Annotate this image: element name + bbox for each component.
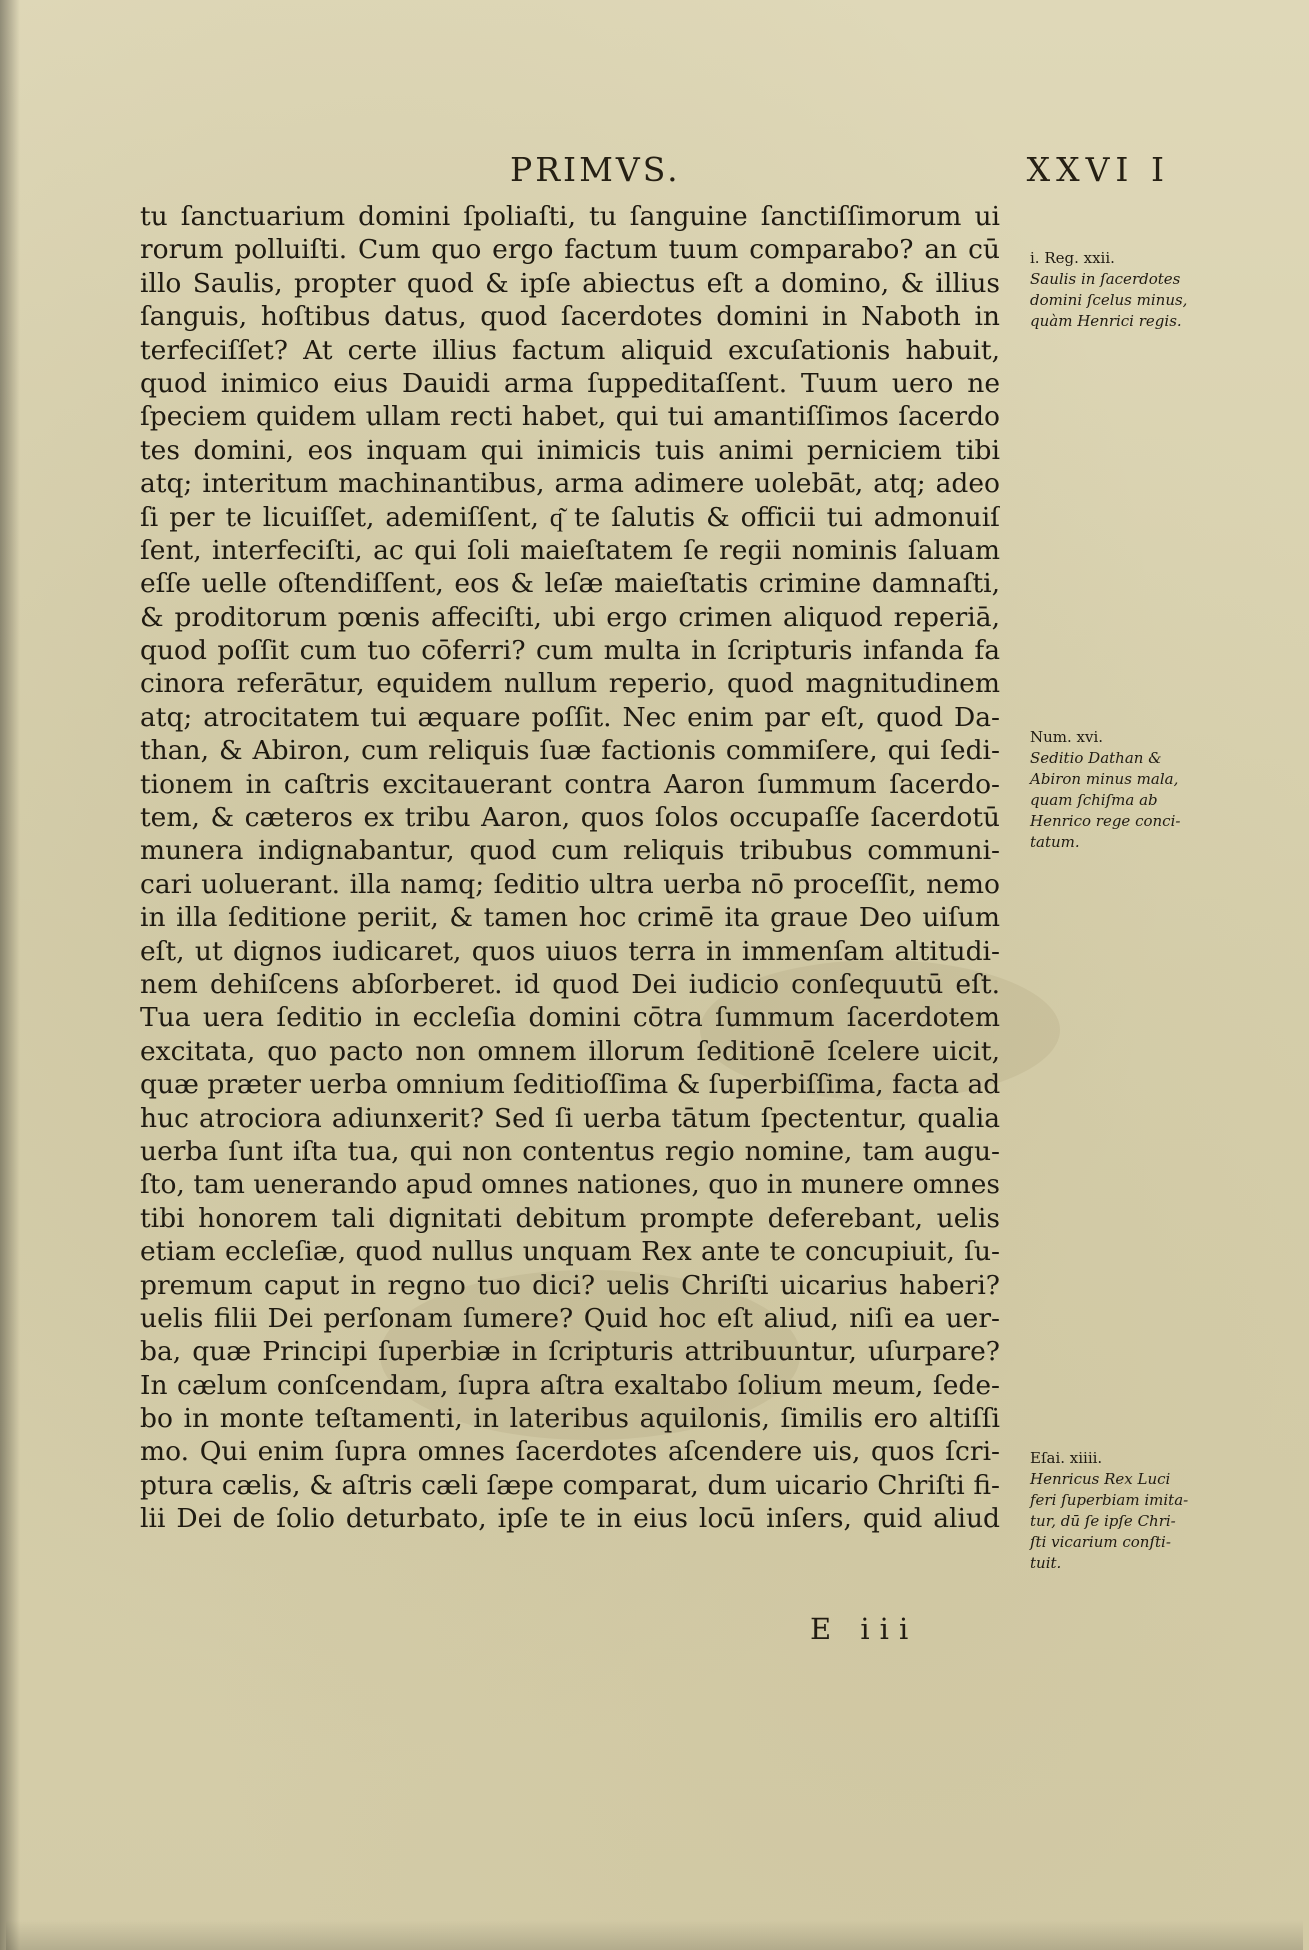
text-line: premum caput in regno tuo dici? uelis Chriſti uicarius haberi? — [140, 1269, 1000, 1301]
text-line: ba, quæ Principi ſuperbiæ in ſcripturis attribuuntur, uſurpare? — [140, 1336, 1000, 1368]
text-line: cinora referātur, equidem nullum reperio, quod magnitudinem — [140, 668, 1000, 700]
marginal-ref: Eſai. xiiii. — [1030, 1449, 1103, 1467]
text-line: atq; atrocitatem tui æquare poſſit. Nec enim par eſt, quod Da- — [140, 701, 1000, 733]
text-line: ptura cælis, & aſtris cæli ſæpe comparat, dum uicario Chriſti fi- — [140, 1469, 1000, 1501]
text-line: ſpeciem quidem ullam recti habet, qui tui amantiſſimos ſacerdo — [140, 401, 1000, 433]
text-line: illo Saulis, propter quod & ipſe abiectus eſt a domino, & illius — [140, 267, 1000, 299]
signature-mark: E iii — [810, 1612, 919, 1646]
marginal-line: Abiron minus mala, — [1030, 770, 1179, 788]
text-line: terfeciſſet? At certe illius factum aliquid excuſationis habuit, — [140, 334, 1000, 366]
text-line: huc atrociora adiunxerit? Sed ſi uerba tātum ſpectentur, qualia — [140, 1102, 1000, 1134]
marginal-note-2 — [1030, 727, 1220, 853]
marginal-ref: Num. xvi. — [1030, 728, 1104, 746]
marginal-line: domini ſcelus minus, — [1030, 291, 1188, 309]
text-line: uerba ſunt iſta tua, qui non contentus regio nomine, tam augu- — [140, 1135, 1000, 1167]
text-line: quod inimico eius Dauidi arma ſuppeditaſſent. Tuum uero ne — [140, 367, 1000, 399]
text-line: excitata, quo pacto non omnem illorum ſeditionē ſcelere uicit, — [140, 1035, 1000, 1067]
text-line: quod poſſit cum tuo cōferri? cum multa in ſcripturis infanda fa — [140, 635, 1000, 667]
marginal-line: Henrico rege conci- — [1030, 812, 1181, 830]
text-line: tu ſanctuarium domini ſpoliaſti, tu ſanguine ſanctiſſimorum ui — [140, 201, 1000, 232]
text-line: bo in monte teſtamenti, in lateribus aquilonis, ſimilis ero altiſſi — [140, 1403, 1000, 1435]
text-line: lii Dei de ſolio deturbato, ipſe te in eius locū inſers, quid aliud — [140, 1503, 1000, 1535]
text-line: quæ præter uerba omnium ſeditioſſima & ſuperbiſſima, facta ad — [140, 1069, 1000, 1101]
marginal-ref: i. Reg. xxii. — [1030, 249, 1115, 267]
text-line: atq; interitum machinantibus, arma adimere uolebāt, atq; adeo — [140, 468, 1000, 500]
text-line: ſanguis, hoſtibus datus, quod ſacerdotes domini in Naboth in — [140, 301, 1000, 333]
marginal-line: Saulis in ſacerdotes — [1030, 270, 1181, 288]
text-line: eſſe uelle oſtendiſſent, eos & leſæ maieſtatis crimine damnaſti, — [140, 568, 1000, 600]
text-line: etiam eccleſiæ, quod nullus unquam Rex ante te concupiuit, ſu- — [140, 1236, 1000, 1268]
text-line: nem dehiſcens abſorberet. id quod Dei iudicio conſequutū eſt. — [140, 968, 1000, 1000]
running-title: PRIMVS. — [510, 150, 681, 189]
text-line: tionem in caſtris excitauerant contra Aaron ſummum ſacerdo- — [140, 768, 1000, 800]
text-line: ſent, interfeciſti, ac qui ſoli maieſtatem ſe regii nominis ſaluam — [140, 534, 1000, 566]
folio-number: XXVI I — [1026, 150, 1170, 189]
text-line: Tua uera ſeditio in eccleſia domini cōtra ſummum ſacerdotem — [140, 1002, 1000, 1034]
body-text — [140, 200, 1000, 1536]
text-line: rorum polluiſti. Cum quo ergo factum tuum comparabo? an cū — [140, 234, 1000, 266]
text-line: than, & Abiron, cum reliquis ſuæ factionis commiſere, qui ſedi- — [140, 735, 1000, 767]
marginal-note-3 — [1030, 1448, 1220, 1574]
text-line: & proditorum pœnis affeciſti, ubi ergo crimen aliquod reperiā, — [140, 601, 1000, 633]
marginal-line: quam ſchiſma ab — [1030, 791, 1158, 809]
marginal-line: feri ſuperbiam imita- — [1030, 1491, 1189, 1509]
text-line: In cælum conſcendam, ſupra aſtra exaltabo ſolium meum, ſede- — [140, 1369, 1000, 1401]
running-head — [140, 150, 1170, 190]
text-line: eſt, ut dignos iudicaret, quos uiuos terra in immenſam altitudi- — [140, 935, 1000, 967]
marginal-line: ſti vicarium conſti- — [1030, 1533, 1171, 1551]
marginal-line: tatum. — [1030, 833, 1080, 851]
marginal-note-1 — [1030, 248, 1220, 332]
text-line: tem, & cæteros ex tribu Aaron, quos ſolos occupaſſe ſacerdotū — [140, 802, 1000, 834]
text-line: uelis filii Dei perſonam ſumere? Quid hoc eſt aliud, niſi ea uer- — [140, 1302, 1000, 1334]
marginal-line: tur, dū ſe ipſe Chri- — [1030, 1512, 1176, 1530]
text-line: mo. Qui enim ſupra omnes ſacerdotes aſcendere uis, quos ſcri- — [140, 1436, 1000, 1468]
text-line: ſi per te licuiſſet, ademiſſent, q͂ te ſalutis & officii tui admonuiſ — [140, 501, 1000, 533]
text-line: munera indignabantur, quod cum reliquis tribubus communi- — [140, 835, 1000, 867]
marginal-line: Henricus Rex Luci — [1030, 1470, 1171, 1488]
text-line: tibi honorem tali dignitati debitum prompte deferebant, uelis — [140, 1202, 1000, 1234]
text-line: cari uoluerant. illa namq; ſeditio ultra uerba nō proceſſit, nemo — [140, 868, 1000, 900]
text-line: ſto, tam uenerando apud omnes nationes, quo in munere omnes — [140, 1169, 1000, 1201]
marginal-line: tuit. — [1030, 1554, 1062, 1572]
text-line: in illa ſeditione periit, & tamen hoc crimē ita graue Deo uiſum — [140, 902, 1000, 934]
marginal-line: quàm Henrici regis. — [1030, 312, 1182, 330]
text-line: tes domini, eos inquam qui inimicis tuis animi perniciem tibi — [140, 434, 1000, 466]
marginal-line: Seditio Dathan & — [1030, 749, 1162, 767]
